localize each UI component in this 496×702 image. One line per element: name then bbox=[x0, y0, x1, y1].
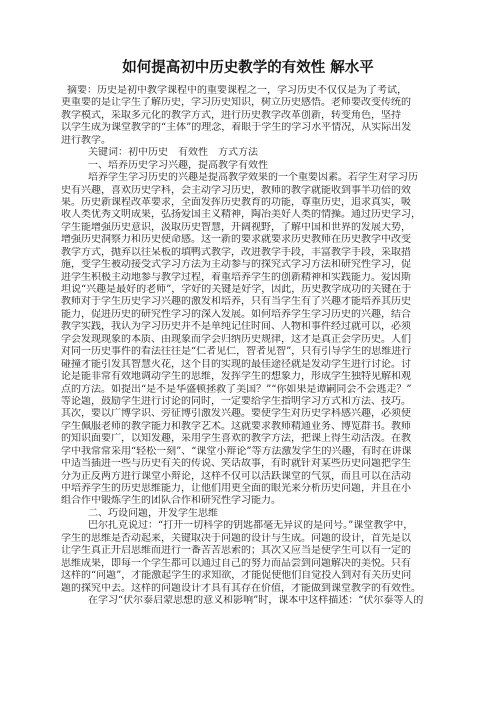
text-line: 能力，促进历史的研究性学习的深入发展。如何培养学生学习历史的兴趣，结合 bbox=[61, 308, 411, 320]
text-line: 中培养学生的历史思维能力，让他们用更全面的眼光来分析历史问题，并且在小 bbox=[61, 483, 411, 494]
text-line: 进学生积极主动地参与教学过程，着重培养学生的创新精神和实践能力。爱因斯 bbox=[61, 271, 411, 283]
text-line: 教师对于学生历史学习兴趣的激发和培养，只有当学生有了兴趣才能培养其历史 bbox=[61, 296, 411, 308]
text-line: 等论题，鼓励学生进行讨论的同时，一定要给学生指明学习方式和方法、技巧。 bbox=[61, 395, 411, 407]
text-line: 史有兴趣，喜欢历史学科，会主动学习历史，教师的教学就能收到事半功倍的效 bbox=[61, 184, 411, 196]
text-line: 摘要：历史是初中教学课程中的重要课程之一，学习历史不仅仅是为了考试， bbox=[67, 85, 407, 96]
text-line: 更重要的是让学生了解历史，学习历史知识，树立历史感悟。老师要改变传统的 bbox=[61, 97, 411, 109]
text-line: 学生能增强历史意识，汲取历史智慧，开阔视野，了解中国和世界的发展大势， bbox=[61, 221, 411, 233]
text-line: 组合作中锻炼学生的团队合作和研究性学习能力。 bbox=[61, 495, 281, 507]
text-line: 论是能非常有效地调动学生的思维，发挥学生的想象力，形成学生独特见解和观 bbox=[61, 371, 411, 383]
text-line: 其次，要以广博学识、旁征博引激发兴趣。要使学生对历史学科感兴趣，必须使 bbox=[61, 408, 411, 420]
text-line: 让学生真正开启思维而进行一番苦苦思索的；其次又应当是使学生可以有一定的 bbox=[61, 545, 411, 557]
text-line: 关键词：初中历史 有效性 方式方法 bbox=[88, 147, 258, 159]
text-line: 施，变学生被动接受式学习方法为主动参与的探究式学习方法和研究性学习，促 bbox=[61, 259, 411, 271]
text-line: 坦说“兴趣是最好的老师”，学好的关键是好学，因此，历史教学成功的关键在于 bbox=[61, 284, 412, 295]
text-line: 这样的“问题”，才能激起学生的求知欲，才能促使他们自觉投入到对有关历史问 bbox=[61, 570, 412, 582]
text-line: 增强历史洞察力和历史使命感。这一新的要求就要求历史教师在历史教学中改变 bbox=[61, 234, 411, 246]
text-line: 果。历史新课程改革要求，全面发挥历史教育的功能，尊重历史，追求真实，吸 bbox=[61, 196, 411, 208]
text-line: 巴尔扎克说过：“打开一切科学的钥匙都毫无异议的是问号。”课堂教学中， bbox=[88, 520, 414, 532]
document-title: 如何提高初中历史教学的有效性 解水平 bbox=[122, 60, 374, 76]
text-line: 进行教学。 bbox=[61, 134, 111, 146]
document-body bbox=[61, 85, 437, 607]
text-line: 学生佩服老师的教学能力和教学艺术。这就要求教师精通业务、博览群书。教师 bbox=[61, 420, 411, 432]
text-line: 培养学生学习历史的兴趣是提高教学效果的一个重要因素。若学生对学习历 bbox=[88, 172, 418, 184]
text-line: 中适当插进一些与历史有关的传说、笑话故事，有时就针对某些历史问题把学生 bbox=[61, 458, 411, 470]
text-line: 分为正反两方进行课堂小辩论，这样不仅可以活跃课堂的气氛，而且可以在活动 bbox=[61, 470, 411, 482]
text-line: 收人类优秀文明成果，弘扬爱国主义精神，陶冶美好人类的情操。通过历史学习， bbox=[61, 209, 421, 221]
text-line: 的知识面要广，以知发趣，采用学生喜欢的教学方法，把课上得生动活泼。在教 bbox=[61, 433, 411, 445]
text-line: 点的方法。如提出“是不是华盛顿拯救了美国？”“你如果是谭嗣同会不会逃走？” bbox=[61, 383, 412, 395]
text-line: 以学生成为课堂教学的“主体”的理念，着眼于学生的学习水平情况，从实际出发 bbox=[61, 122, 412, 134]
text-line: 学中我常常采用“轻松一刻”、“课堂小辩论”等方法激发学生的兴趣，有时在讲课 bbox=[61, 445, 412, 457]
text-line: 学会发现现象的本质、由现象而学会归纳历史规律，这才是真正会学历史。人们 bbox=[61, 333, 411, 345]
text-line: 在学习“伏尔泰启蒙思想的意义和影响”时，课本中这样描述：“伏尔泰等人的 bbox=[88, 594, 424, 606]
text-line: 思维成果，即每一个学生都可以通过自己的努力而品尝到问题解决的美悦。只有 bbox=[61, 557, 411, 569]
text-line: 学生的思维是否动起来，关键取决于问题的设计与生成。问题的设计，首先是以 bbox=[61, 532, 411, 544]
text-line: 二、巧设问题，开发学生思维 bbox=[88, 507, 218, 519]
text-line: 教学方式，抛弃以往呆板的填鸭式教学，改进教学手段，丰富教学手段，采取措 bbox=[61, 246, 411, 258]
text-line: 教学实践，我认为学习历史并不是单纯记住时间、人物和事件经过就可以，必须 bbox=[61, 321, 411, 333]
text-line: 题的探究中去。这样的问题设计才具有其存在价值，才能做到课堂教学的有效性。 bbox=[61, 582, 421, 594]
text-line: 对同一历史事件的看法往往是“仁者见仁，智者见智”，只有引导学生的思维进行 bbox=[61, 346, 412, 358]
text-line: 一、培养历史学习兴趣，提高教学有效性 bbox=[88, 159, 268, 171]
text-line: 碰撞才能引发其智慧火花，这个目的实现的最佳途径就是发动学生进行讨论。讨 bbox=[61, 358, 411, 370]
text-line: 教学模式，采取多元化的教学方式，进行历史教学改革创新，转变角色，坚持 bbox=[61, 109, 401, 121]
